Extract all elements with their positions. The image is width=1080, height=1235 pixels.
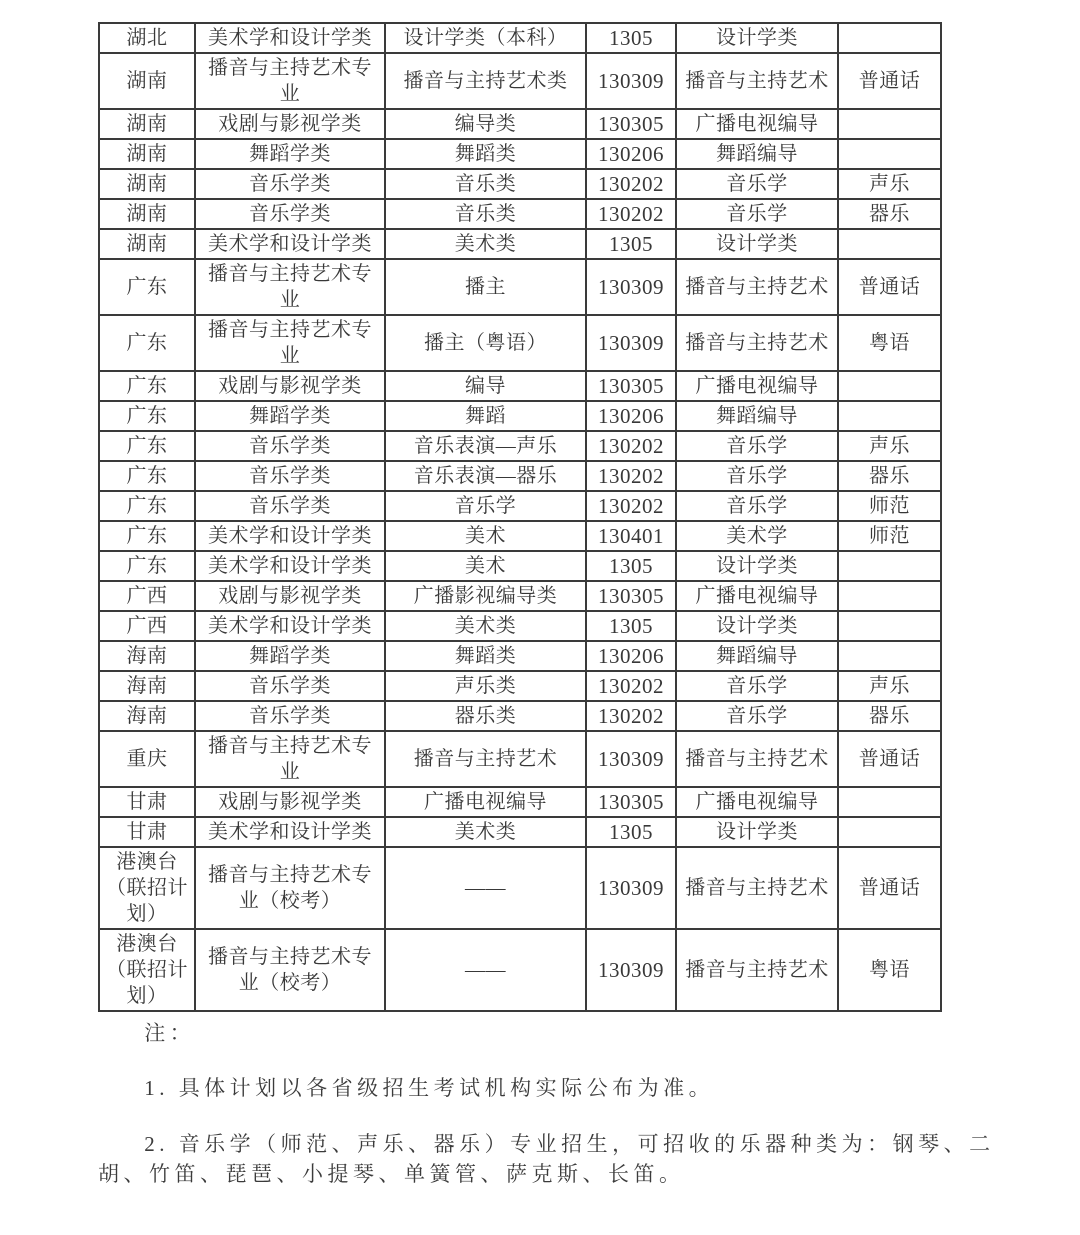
table-cell: 海南 <box>99 701 195 731</box>
table-cell: 美术类 <box>385 611 586 641</box>
table-cell: 音乐类 <box>385 199 586 229</box>
table-row <box>99 671 941 701</box>
table-row <box>99 259 941 315</box>
table-cell: 音乐类 <box>385 169 586 199</box>
table-cell: 音乐表演—器乐 <box>385 461 586 491</box>
table-cell: 播音与主持艺术 <box>676 731 838 787</box>
table-cell: 设计学类 <box>676 817 838 847</box>
table-cell: 舞蹈类 <box>385 139 586 169</box>
table-cell: 音乐学 <box>676 671 838 701</box>
table-cell: 美术 <box>385 521 586 551</box>
table-cell: 音乐学类 <box>195 431 385 461</box>
table-cell: 音乐学类 <box>195 461 385 491</box>
table-cell: 粤语 <box>838 315 941 371</box>
table-row <box>99 315 941 371</box>
table-cell <box>838 229 941 259</box>
table-cell: 音乐学 <box>676 169 838 199</box>
table-cell: 湖北 <box>99 23 195 53</box>
table-cell: 器乐类 <box>385 701 586 731</box>
table-cell: 130202 <box>586 491 676 521</box>
table-cell: 设计学类 <box>676 23 838 53</box>
note-item-1: 1. 具体计划以各省级招生考试机构实际公布为准。 <box>144 1076 715 1100</box>
note-item-2: 2. 音乐学（师范、声乐、器乐）专业招生，可招收的乐器种类为：钢琴、二胡、竹笛、琵琶、小提琴、单簧管、萨克斯、长笛。 <box>98 1132 995 1186</box>
table-row <box>99 847 941 929</box>
table-cell: 130401 <box>586 521 676 551</box>
table-cell: 美术学 <box>676 521 838 551</box>
table-cell: 舞蹈类 <box>385 641 586 671</box>
table-cell: 美术学和设计学类 <box>195 551 385 581</box>
table-row <box>99 551 941 581</box>
table-cell: 广播电视编导 <box>676 581 838 611</box>
table-cell: 130309 <box>586 53 676 109</box>
table-cell: 设计学类 <box>676 229 838 259</box>
table-cell: 舞蹈编导 <box>676 139 838 169</box>
table-row <box>99 229 941 259</box>
table-row <box>99 611 941 641</box>
table-cell: 广西 <box>99 581 195 611</box>
notes-label: 注： <box>144 1021 196 1045</box>
table-cell: 普通话 <box>838 731 941 787</box>
table-cell: 音乐表演—声乐 <box>385 431 586 461</box>
table-cell: 美术类 <box>385 817 586 847</box>
table-cell: 舞蹈学类 <box>195 641 385 671</box>
table-cell: 舞蹈学类 <box>195 401 385 431</box>
table-cell <box>838 787 941 817</box>
table-cell <box>838 611 941 641</box>
table-cell: 音乐学类 <box>195 671 385 701</box>
table-row <box>99 199 941 229</box>
admissions-table <box>98 22 942 1012</box>
table-cell: 播音与主持艺术类 <box>385 53 586 109</box>
table-cell: 美术学和设计学类 <box>195 611 385 641</box>
table-cell <box>838 109 941 139</box>
table-cell: 播音与主持艺术专业（校考） <box>195 847 385 929</box>
table-cell: 130309 <box>586 731 676 787</box>
table-cell: 海南 <box>99 671 195 701</box>
table-row <box>99 461 941 491</box>
table-cell: 1305 <box>586 817 676 847</box>
table-row <box>99 23 941 53</box>
table-cell: 广东 <box>99 431 195 461</box>
table-cell: 音乐学 <box>676 199 838 229</box>
table-cell: 器乐 <box>838 199 941 229</box>
table-row <box>99 929 941 1011</box>
table-cell: 编导类 <box>385 109 586 139</box>
table-cell: 普通话 <box>838 53 941 109</box>
table-cell: 130305 <box>586 371 676 401</box>
table-cell: 重庆 <box>99 731 195 787</box>
table-row <box>99 521 941 551</box>
table-cell: 播音与主持艺术专业 <box>195 53 385 109</box>
table-cell: 广播电视编导 <box>676 787 838 817</box>
table-cell: 设计学类（本科） <box>385 23 586 53</box>
table-cell: 戏剧与影视学类 <box>195 787 385 817</box>
table-cell: 广东 <box>99 371 195 401</box>
table-cell: 播音与主持艺术专业 <box>195 315 385 371</box>
table-row <box>99 731 941 787</box>
table-cell: 130202 <box>586 461 676 491</box>
table-cell: 音乐学类 <box>195 199 385 229</box>
table-cell: 海南 <box>99 641 195 671</box>
table-cell: 港澳台（联招计划） <box>99 847 195 929</box>
table-cell: 音乐学 <box>676 701 838 731</box>
table-cell: 播音与主持艺术专业 <box>195 259 385 315</box>
table-cell: 声乐 <box>838 431 941 461</box>
table-cell <box>838 401 941 431</box>
table-cell: 广东 <box>99 551 195 581</box>
table-row <box>99 817 941 847</box>
table-cell: 130202 <box>586 701 676 731</box>
admissions-table-body <box>99 23 941 1011</box>
table-cell: 器乐 <box>838 701 941 731</box>
table-cell: 130206 <box>586 139 676 169</box>
table-row <box>99 401 941 431</box>
table-cell: 音乐学 <box>385 491 586 521</box>
table-cell: 美术 <box>385 551 586 581</box>
table-cell: 港澳台（联招计划） <box>99 929 195 1011</box>
table-row <box>99 701 941 731</box>
table-cell: 普通话 <box>838 259 941 315</box>
table-cell: 音乐学 <box>676 461 838 491</box>
table-cell: 广播电视编导 <box>676 109 838 139</box>
table-cell: 声乐 <box>838 671 941 701</box>
table-cell <box>838 371 941 401</box>
table-cell: 舞蹈编导 <box>676 641 838 671</box>
table-cell: 设计学类 <box>676 611 838 641</box>
table-cell: 广播电视编导 <box>385 787 586 817</box>
table-cell: 播音与主持艺术 <box>676 259 838 315</box>
table-cell: 舞蹈学类 <box>195 139 385 169</box>
table-cell: 音乐学类 <box>195 701 385 731</box>
table-cell <box>838 817 941 847</box>
table-row <box>99 581 941 611</box>
table-cell: 1305 <box>586 611 676 641</box>
table-cell: 130305 <box>586 109 676 139</box>
table-cell: 戏剧与影视学类 <box>195 581 385 611</box>
table-cell: 普通话 <box>838 847 941 929</box>
table-cell: 音乐学类 <box>195 169 385 199</box>
table-cell: 舞蹈编导 <box>676 401 838 431</box>
table-cell: 广东 <box>99 259 195 315</box>
table-cell: 130202 <box>586 169 676 199</box>
table-cell: 130309 <box>586 929 676 1011</box>
table-cell: 音乐学 <box>676 431 838 461</box>
table-cell <box>838 551 941 581</box>
table-cell: 130309 <box>586 315 676 371</box>
table-cell <box>838 641 941 671</box>
table-cell: 130305 <box>586 787 676 817</box>
table-cell: 甘肃 <box>99 817 195 847</box>
table-row <box>99 53 941 109</box>
table-cell <box>838 23 941 53</box>
table-cell: 130206 <box>586 401 676 431</box>
table-cell: 播主（粤语） <box>385 315 586 371</box>
table-cell: 播音与主持艺术 <box>676 315 838 371</box>
table-cell: 播音与主持艺术 <box>676 847 838 929</box>
table-row <box>99 491 941 521</box>
table-cell: 播主 <box>385 259 586 315</box>
table-cell: 广西 <box>99 611 195 641</box>
table-cell: 声乐 <box>838 169 941 199</box>
table-cell: 粤语 <box>838 929 941 1011</box>
table-cell: 播音与主持艺术 <box>676 929 838 1011</box>
table-row <box>99 641 941 671</box>
table-cell: 美术学和设计学类 <box>195 23 385 53</box>
table-cell: 广东 <box>99 461 195 491</box>
table-cell: 130309 <box>586 259 676 315</box>
table-cell: 湖南 <box>99 109 195 139</box>
table-cell: 湖南 <box>99 169 195 199</box>
table-cell: 播音与主持艺术 <box>385 731 586 787</box>
table-cell: 广播影视编导类 <box>385 581 586 611</box>
table-cell: 音乐学类 <box>195 491 385 521</box>
table-cell: 美术类 <box>385 229 586 259</box>
table-cell: 播音与主持艺术 <box>676 53 838 109</box>
table-row <box>99 371 941 401</box>
table-cell: 湖南 <box>99 229 195 259</box>
table-cell: 师范 <box>838 491 941 521</box>
table-cell: 美术学和设计学类 <box>195 817 385 847</box>
table-row <box>99 431 941 461</box>
table-cell <box>838 581 941 611</box>
table-cell: 广东 <box>99 521 195 551</box>
table-cell: 广东 <box>99 315 195 371</box>
table-cell: 设计学类 <box>676 551 838 581</box>
table-cell: 美术学和设计学类 <box>195 229 385 259</box>
table-cell: 舞蹈 <box>385 401 586 431</box>
table-cell: 广播电视编导 <box>676 371 838 401</box>
table-row <box>99 109 941 139</box>
table-cell: 播音与主持艺术专业（校考） <box>195 929 385 1011</box>
table-cell: 130309 <box>586 847 676 929</box>
table-cell: 130202 <box>586 671 676 701</box>
table-cell: 戏剧与影视学类 <box>195 371 385 401</box>
table-cell <box>838 139 941 169</box>
table-cell: 戏剧与影视学类 <box>195 109 385 139</box>
table-cell: 130206 <box>586 641 676 671</box>
table-cell: 130202 <box>586 431 676 461</box>
table-row <box>99 787 941 817</box>
table-cell: 声乐类 <box>385 671 586 701</box>
table-cell: 广东 <box>99 491 195 521</box>
table-cell: —— <box>385 847 586 929</box>
notes-section <box>98 1018 1003 1215</box>
table-cell: 湖南 <box>99 53 195 109</box>
table-cell: —— <box>385 929 586 1011</box>
table-cell: 师范 <box>838 521 941 551</box>
table-cell: 广东 <box>99 401 195 431</box>
table-cell: 130202 <box>586 199 676 229</box>
table-cell: 湖南 <box>99 199 195 229</box>
table-cell: 器乐 <box>838 461 941 491</box>
table-cell: 甘肃 <box>99 787 195 817</box>
table-cell: 播音与主持艺术专业 <box>195 731 385 787</box>
table-cell: 编导 <box>385 371 586 401</box>
table-row <box>99 139 941 169</box>
table-cell: 130305 <box>586 581 676 611</box>
table-cell: 音乐学 <box>676 491 838 521</box>
table-cell: 1305 <box>586 551 676 581</box>
table-cell: 美术学和设计学类 <box>195 521 385 551</box>
table-row <box>99 169 941 199</box>
table-cell: 湖南 <box>99 139 195 169</box>
table-cell: 1305 <box>586 229 676 259</box>
table-cell: 1305 <box>586 23 676 53</box>
